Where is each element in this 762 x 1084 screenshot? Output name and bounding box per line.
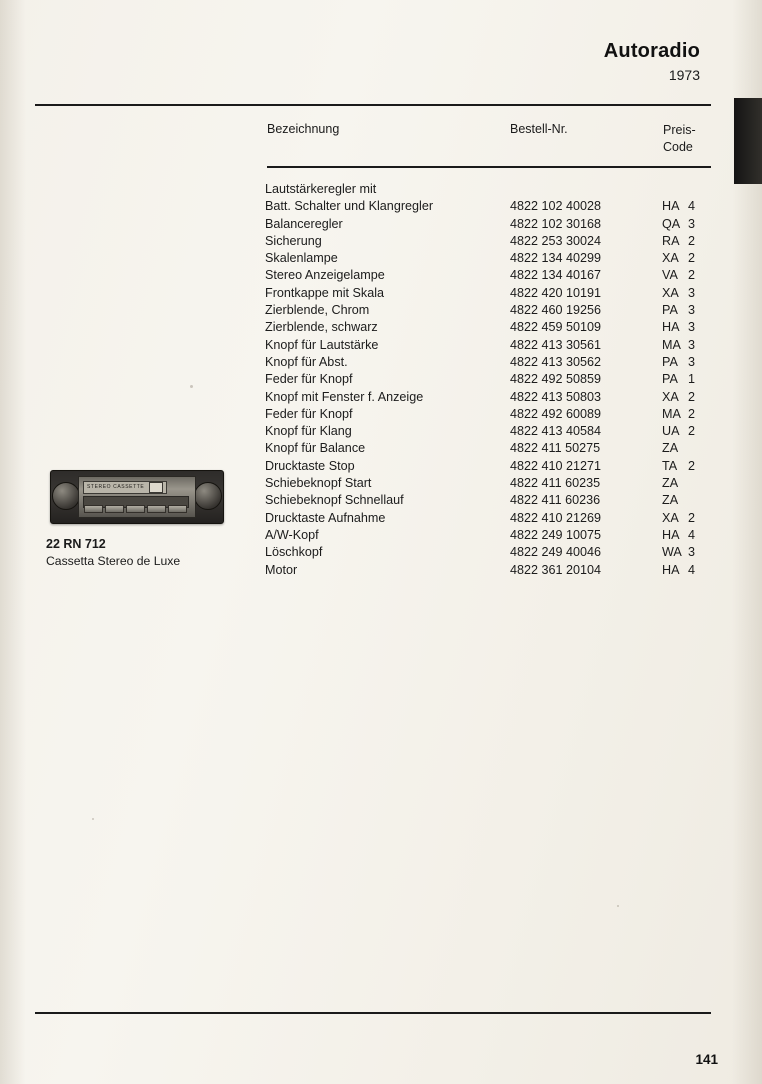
scan-speck <box>190 385 193 388</box>
part-order-number: 4822 413 30562 <box>510 354 602 369</box>
table-row <box>265 337 708 354</box>
part-price-code: XA <box>662 285 679 300</box>
part-order-number: 4822 492 50859 <box>510 372 602 387</box>
part-quantity: 3 <box>688 216 696 231</box>
part-price-code: WA <box>662 545 682 560</box>
part-price-code: PA <box>662 354 678 369</box>
part-quantity: 4 <box>688 562 696 577</box>
part-price-code: XA <box>662 389 679 404</box>
part-order-number: 4822 413 40584 <box>510 424 602 439</box>
table-row <box>265 458 708 475</box>
price-code-line-1: Preis- <box>663 123 696 137</box>
part-order-number: 4822 134 40167 <box>510 268 602 283</box>
table-row <box>265 267 708 284</box>
part-quantity: 1 <box>688 372 696 387</box>
table-row <box>265 475 708 492</box>
part-description: A/W-Kopf <box>265 527 319 542</box>
part-order-number: 4822 102 30168 <box>510 216 602 231</box>
part-description: Schiebeknopf Start <box>265 476 372 491</box>
part-quantity <box>688 492 708 509</box>
part-quantity: 3 <box>688 285 696 300</box>
part-order-number <box>510 181 662 198</box>
part-order-number: 4822 411 60236 <box>510 493 601 508</box>
part-quantity <box>688 475 708 492</box>
device-key <box>168 505 187 513</box>
part-order-number: 4822 411 60235 <box>510 476 601 491</box>
part-description: Batt. Schalter und Klangregler <box>265 199 434 214</box>
device-key <box>147 505 166 513</box>
part-price-code: QA <box>662 216 681 231</box>
part-description: Knopf für Klang <box>265 424 352 439</box>
part-order-number: 4822 420 10191 <box>510 285 602 300</box>
part-description: Feder für Knopf <box>265 406 353 421</box>
table-row <box>265 285 708 302</box>
section-thumb-tab <box>734 98 762 184</box>
part-price-code: TA <box>662 458 678 473</box>
part-quantity: 3 <box>688 545 696 560</box>
price-code-line-2: Code <box>663 140 693 154</box>
part-quantity: 3 <box>688 303 696 318</box>
table-row <box>265 527 708 544</box>
part-description: Zierblende, schwarz <box>265 320 378 335</box>
part-quantity: 4 <box>688 527 696 542</box>
part-description: Stereo Anzeigelampe <box>265 268 385 283</box>
part-price-code: XA <box>662 251 679 266</box>
product-model <box>46 537 236 551</box>
part-quantity: 2 <box>688 389 696 404</box>
part-description: Knopf für Balance <box>265 441 366 456</box>
part-quantity: 2 <box>688 406 696 421</box>
part-order-number: 4822 410 21271 <box>510 458 602 473</box>
part-order-number: 4822 492 60089 <box>510 406 602 421</box>
part-description: Zierblende, Chrom <box>265 303 370 318</box>
device-key <box>105 505 124 513</box>
knob-right-icon <box>194 482 222 510</box>
part-description: Sicherung <box>265 233 322 248</box>
bottom-rule <box>35 1012 711 1014</box>
page-header <box>604 40 700 83</box>
part-description: Löschkopf <box>265 545 323 560</box>
part-quantity: 4 <box>688 199 696 214</box>
page-number: 141 <box>695 1052 718 1067</box>
part-description: Drucktaste Aufnahme <box>265 510 386 525</box>
part-description: Knopf für Lautstärke <box>265 337 379 352</box>
table-row <box>265 371 708 388</box>
table-row <box>265 302 708 319</box>
part-price-code: ZA <box>662 493 679 508</box>
page-title: Autoradio <box>603 40 700 62</box>
scan-speck <box>92 818 94 820</box>
parts-table-body <box>265 181 708 579</box>
part-price-code: HA <box>662 199 680 214</box>
brand-badge-icon <box>149 482 163 493</box>
part-price-code: VA <box>662 268 678 283</box>
part-quantity: 2 <box>688 268 696 283</box>
part-price-code: MA <box>662 406 681 421</box>
device-key <box>126 505 145 513</box>
part-order-number: 4822 411 50275 <box>510 441 601 456</box>
table-row <box>265 423 708 440</box>
part-quantity: 3 <box>688 337 696 352</box>
parts-table <box>265 181 708 579</box>
part-price-code: ZA <box>662 441 679 456</box>
knob-left-icon <box>52 482 80 510</box>
part-quantity: 3 <box>688 320 696 335</box>
table-row <box>265 389 708 406</box>
product-model-text: 22 RN 712 <box>46 537 106 551</box>
part-order-number: 4822 249 10075 <box>510 527 602 542</box>
part-quantity: 2 <box>688 424 696 439</box>
part-price-code: PA <box>662 372 678 387</box>
part-price-code: RA <box>662 233 680 248</box>
table-row <box>265 319 708 336</box>
part-order-number: 4822 413 50803 <box>510 389 602 404</box>
table-row <box>265 440 708 457</box>
part-description: Drucktaste Stop <box>265 458 355 473</box>
part-order-number: 4822 413 30561 <box>510 337 602 352</box>
part-description: Knopf für Abst. <box>265 354 348 369</box>
part-order-number: 4822 459 50109 <box>510 320 602 335</box>
part-quantity <box>688 181 708 198</box>
part-description: Lautstärkeregler mit <box>265 182 377 196</box>
part-order-number: 4822 460 19256 <box>510 303 602 318</box>
part-order-number: 4822 102 40028 <box>510 199 602 214</box>
column-header-price-code <box>663 122 696 156</box>
table-row <box>265 354 708 371</box>
part-order-number: 4822 134 40299 <box>510 251 602 266</box>
table-row <box>265 233 708 250</box>
part-price-code: HA <box>662 527 680 542</box>
part-price-code: PA <box>662 303 678 318</box>
part-price-code: UA <box>662 424 680 439</box>
part-quantity: 2 <box>688 458 696 473</box>
device-button-row <box>84 505 187 513</box>
part-description: Schiebeknopf Schnellauf <box>265 493 404 508</box>
part-description: Skalenlampe <box>265 251 338 266</box>
page-year: 1973 <box>668 67 700 83</box>
part-price-code <box>662 181 688 198</box>
table-row <box>265 250 708 267</box>
part-quantity: 2 <box>688 510 696 525</box>
part-quantity <box>688 440 708 457</box>
part-order-number: 4822 249 40046 <box>510 545 602 560</box>
table-row <box>265 406 708 423</box>
table-row <box>265 492 708 509</box>
device-dial-scale: STEREO CASSETTE <box>83 481 167 494</box>
part-quantity: 3 <box>688 354 696 369</box>
table-row <box>265 562 708 579</box>
product-block <box>46 470 236 568</box>
part-price-code: HA <box>662 320 680 335</box>
part-price-code: ZA <box>662 476 679 491</box>
scan-speck <box>617 905 619 907</box>
part-order-number: 4822 361 20104 <box>510 562 602 577</box>
part-price-code: XA <box>662 510 679 525</box>
part-description: Frontkappe mit Skala <box>265 285 384 300</box>
column-header-description: Bezeichnung <box>267 122 340 136</box>
part-description: Balanceregler <box>265 216 343 231</box>
table-row <box>265 544 708 561</box>
table-row <box>265 216 708 233</box>
part-order-number: 4822 410 21269 <box>510 510 602 525</box>
part-quantity: 2 <box>688 251 696 266</box>
part-description: Knopf mit Fenster f. Anzeige <box>265 389 424 404</box>
header-rule <box>267 166 711 168</box>
part-description: Feder für Knopf <box>265 372 353 387</box>
part-price-code: HA <box>662 562 680 577</box>
product-subtitle: Cassetta Stereo de Luxe <box>46 554 181 568</box>
car-radio-photo <box>50 470 224 524</box>
part-order-number: 4822 253 30024 <box>510 233 602 248</box>
part-price-code: MA <box>662 337 681 352</box>
table-row <box>265 198 708 215</box>
top-rule <box>35 104 711 106</box>
device-front-panel <box>78 476 196 518</box>
device-key <box>84 505 103 513</box>
part-description: Motor <box>265 562 298 577</box>
table-row <box>265 181 708 198</box>
table-row <box>265 510 708 527</box>
part-quantity: 2 <box>688 233 696 248</box>
column-header-order-number: Bestell-Nr. <box>510 122 568 136</box>
